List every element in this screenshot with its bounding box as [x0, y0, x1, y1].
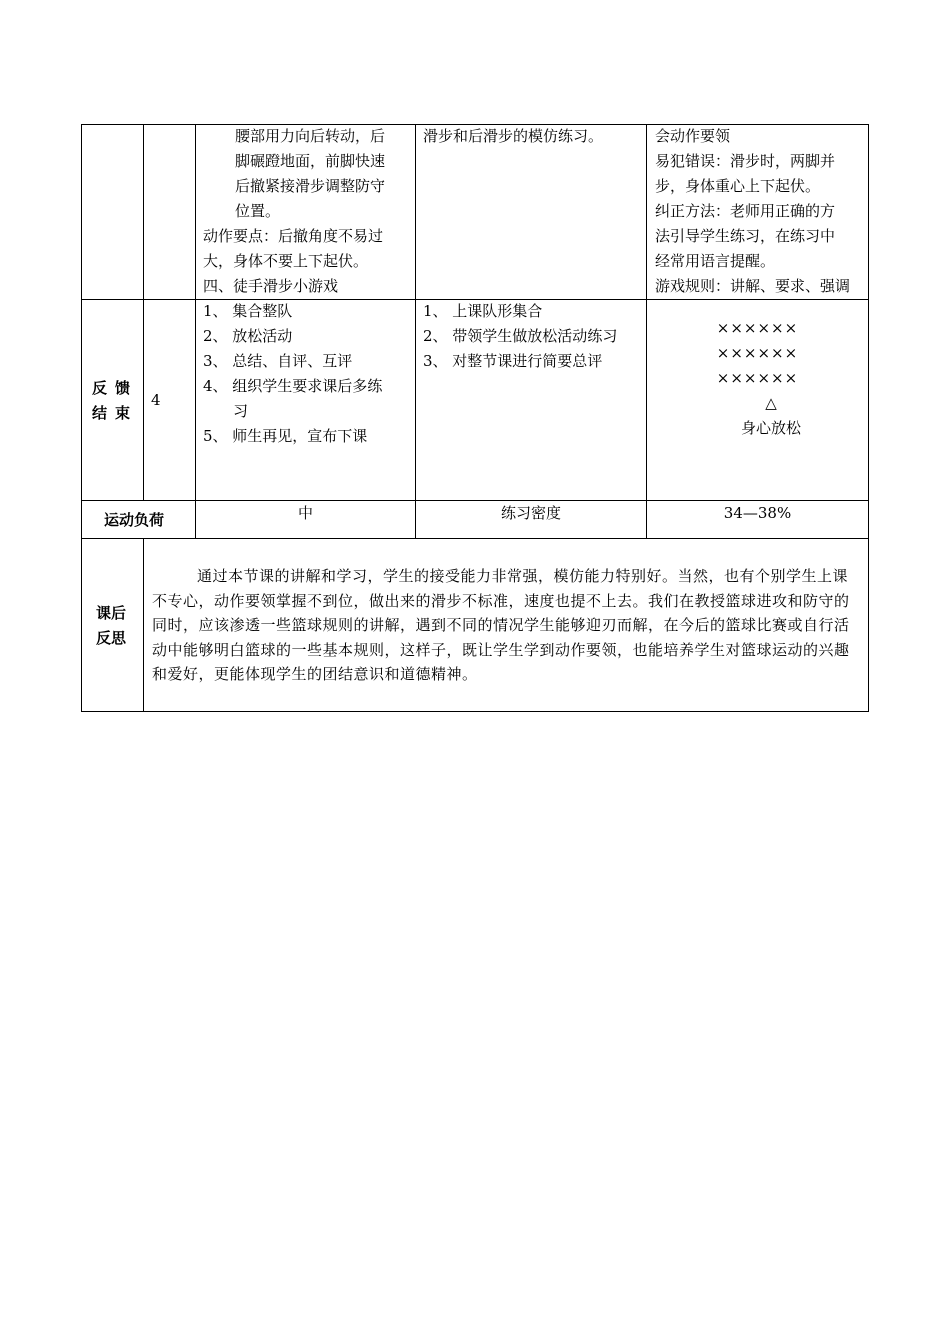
notes-line: 步，身体重心上下起伏。: [655, 177, 821, 195]
load-value: 中: [297, 504, 313, 522]
formation-row: ××××××: [716, 319, 799, 337]
content-line: 四、徒手滑步小游戏: [203, 277, 339, 295]
reflection-label: 反思: [96, 629, 127, 647]
content-line: 习: [233, 402, 249, 420]
formation-row: ××××××: [716, 344, 799, 362]
notes-line: 游戏规则：讲解、要求、强调: [655, 277, 851, 295]
notes-line: 纠正方法：老师用正确的方: [655, 202, 836, 220]
reflection-label: 课后: [96, 604, 127, 622]
time-value: 4: [151, 391, 161, 409]
formation-row: ××××××: [716, 369, 799, 387]
density-label: 练习密度: [500, 504, 561, 522]
method-line: 滑步和后滑步的模仿练习。: [423, 127, 604, 145]
content-line: 5、 师生再见，宣布下课: [203, 427, 368, 445]
content-line: 1、 集合整队: [203, 302, 293, 320]
content-line: 4、 组织学生要求课后多练: [203, 377, 383, 395]
content-line: 大，身体不要上下起伏。: [203, 252, 369, 270]
content-line: 2、 放松活动: [203, 327, 293, 345]
teacher-triangle-icon: △: [765, 394, 777, 412]
section-label: 反馈: [92, 379, 139, 397]
formation-caption: 身心放松: [740, 419, 801, 437]
notes-line: 易犯错误：滑步时，两脚并: [655, 152, 836, 170]
method-line: 3、 对整节课进行简要总评: [423, 352, 603, 370]
method-line: 1、 上课队形集合: [423, 302, 543, 320]
content-line: 动作要点：后撤角度不易过: [203, 227, 384, 245]
method-line: 2、 带领学生做放松活动练习: [423, 327, 618, 345]
density-value: 34—38%: [723, 504, 792, 522]
section-label: 结束: [92, 404, 139, 422]
content-line: 脚碾蹬地面，前脚快速: [235, 152, 386, 170]
content-line: 位置。: [235, 202, 281, 220]
content-line: 后撤紧接滑步调整防守: [235, 177, 386, 195]
load-label: 运动负荷: [104, 511, 165, 529]
notes-line: 经常用语言提醒。: [655, 252, 776, 270]
content-line: 3、 总结、自评、互评: [203, 352, 353, 370]
content-line: 腰部用力向后转动，后: [235, 127, 386, 145]
reflection-paragraph: 通过本节课的讲解和学习，学生的接受能力非常强，模仿能力特别好。当然，也有个别学生上课不专心，动作要领掌握不到位，做出来的滑步不标准，速度也提不上去。我们在教授篮球进攻和防守的同时，应该渗透一些篮球规则的讲解，遇到不同的情况学生能够迎刃而解，在今后的篮球比赛或自行活动中能够明白篮球的一些基本规则，这样子，既让学生学到动作要领，也能培养学生对篮球运动的兴趣和爱好，更能体现学生的团结意识和道德精神。: [152, 567, 850, 683]
notes-line: 会动作要领: [655, 127, 731, 145]
notes-line: 法引导学生练习，在练习中: [655, 227, 836, 245]
